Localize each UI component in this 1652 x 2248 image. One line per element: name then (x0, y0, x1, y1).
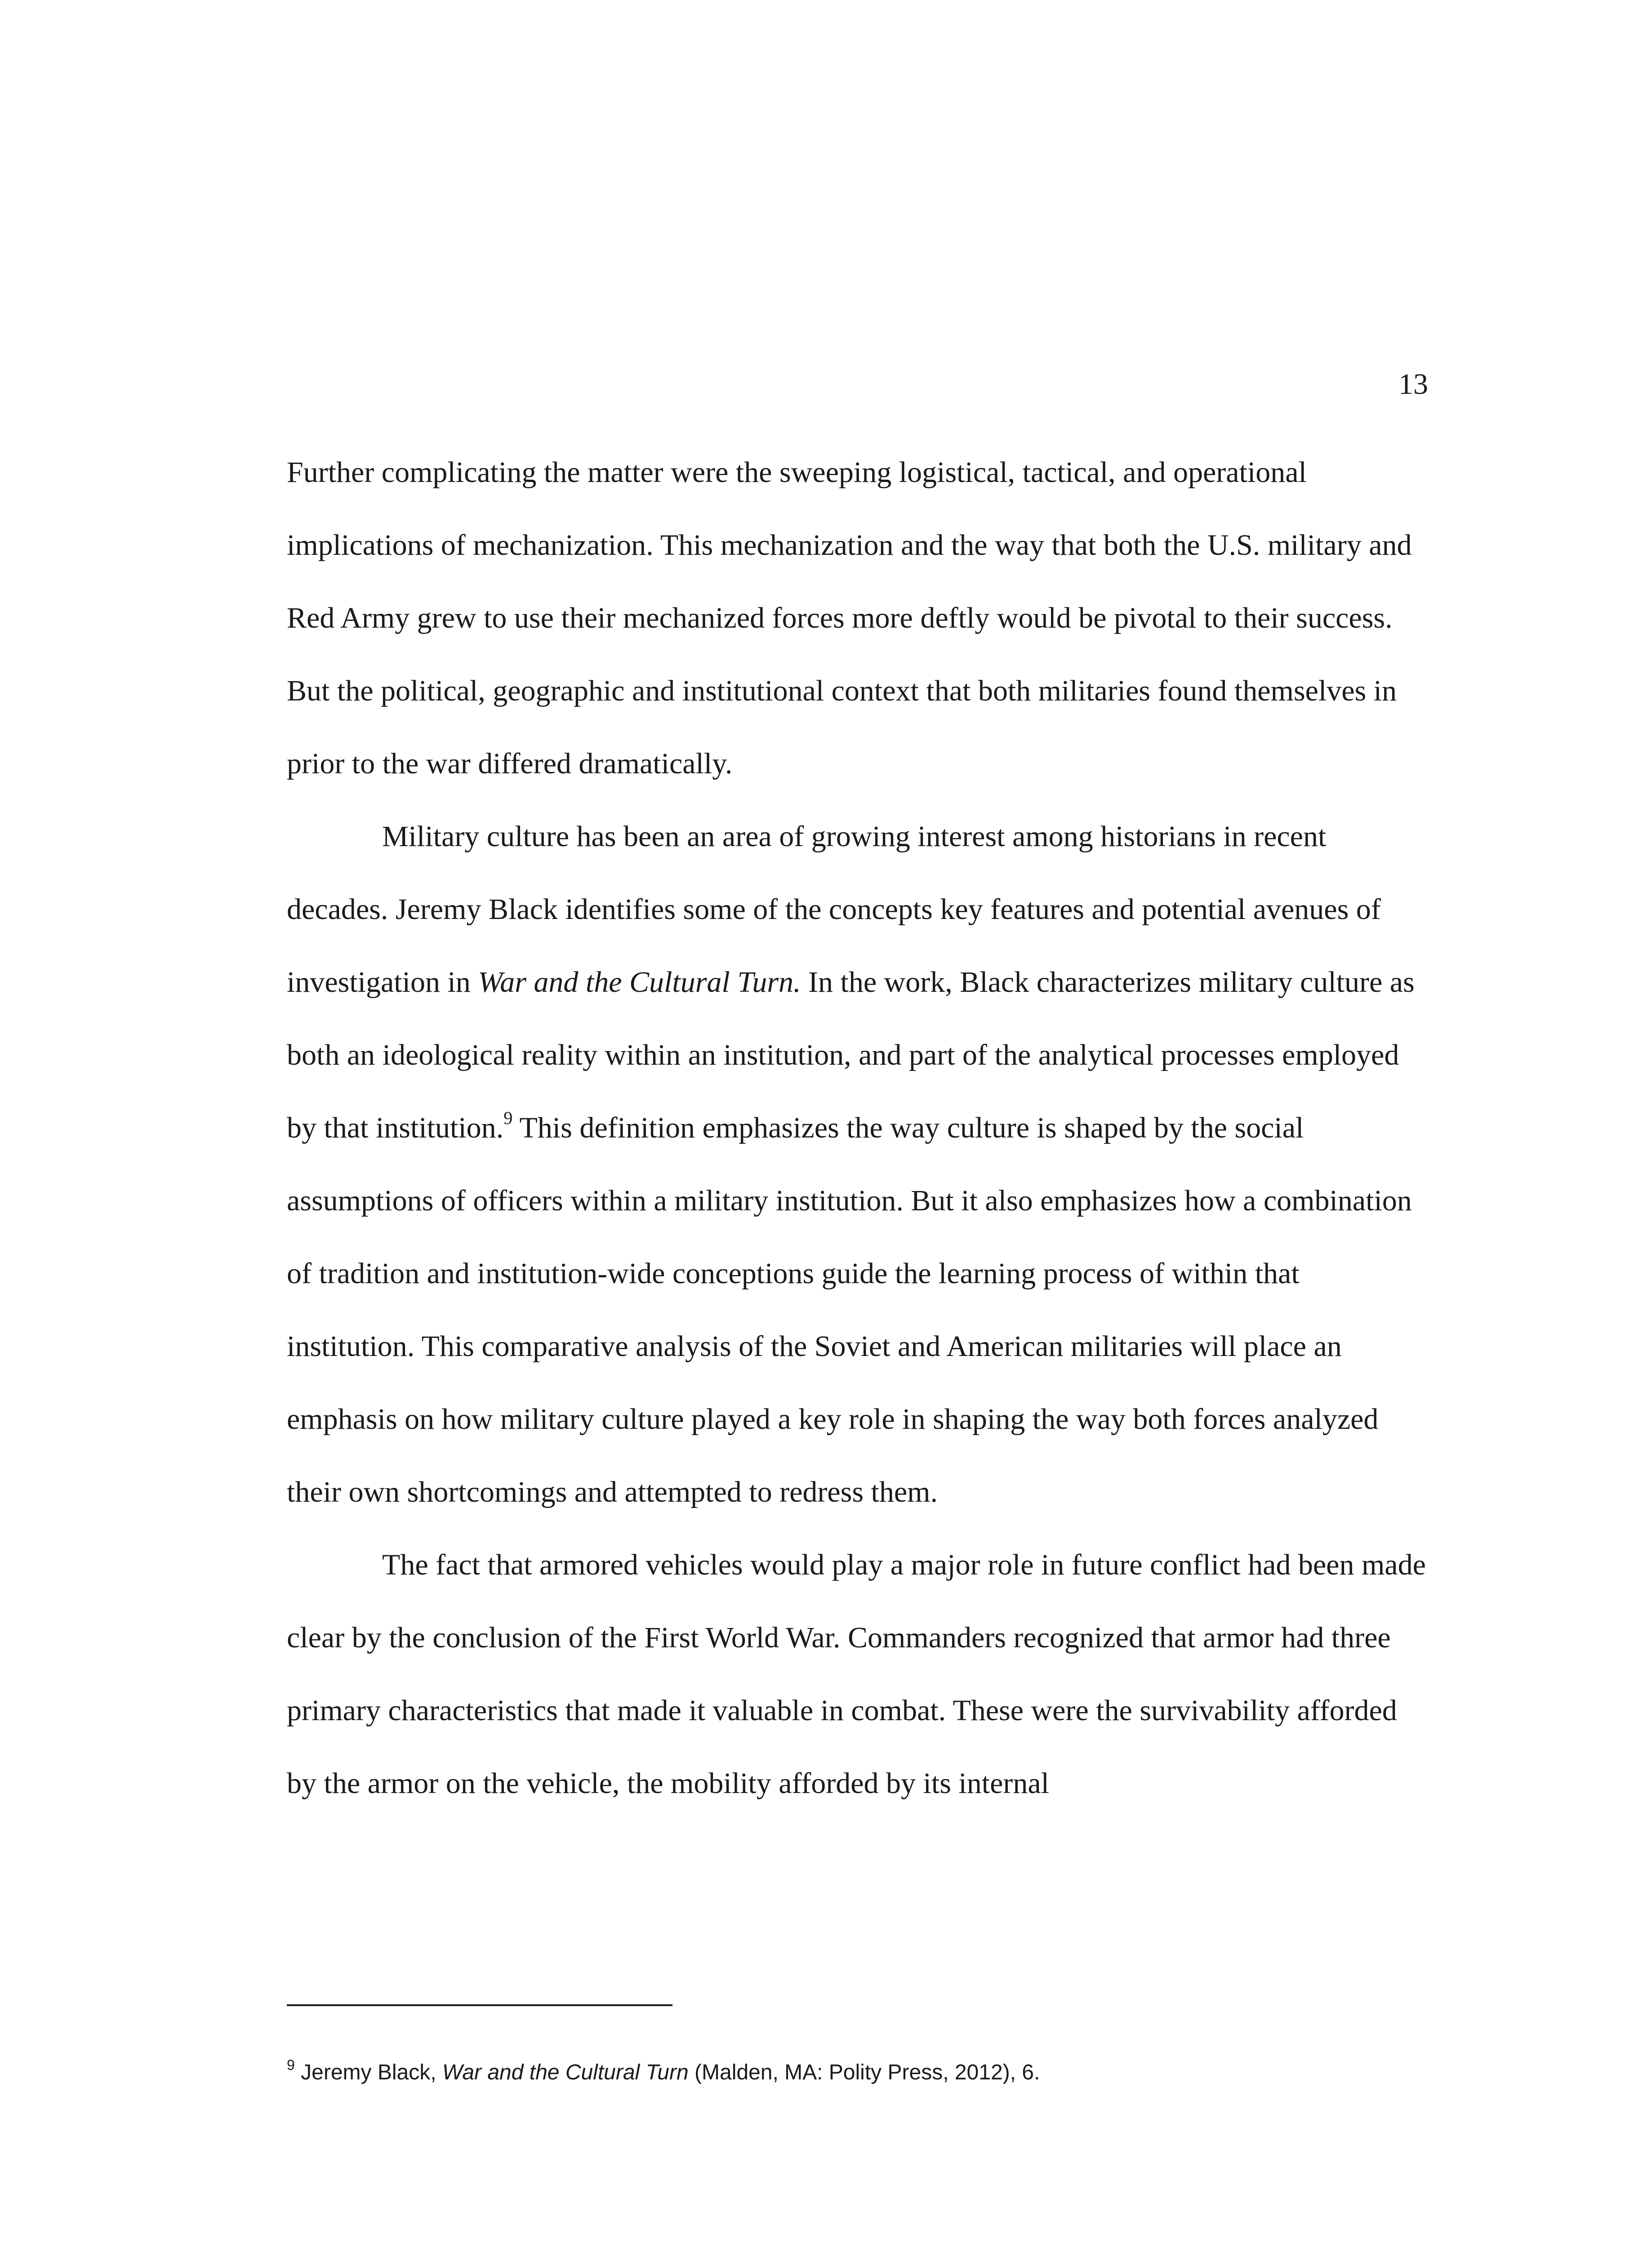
body-text (287, 436, 1433, 1820)
footnote-reference[interactable]: 9 (503, 1108, 513, 1128)
paragraph-2-rest: This definition emphasizes the way culture is shaped by the social assumptions of officers within a military institution. But it also emphasizes how a combination of tradition and institution-wide conceptions guide the learning process of within that institution. This comparative analysis of the Soviet and American militaries will place an emphasis on how military culture played a key role in shaping the way both forces analyzed their own shortcomings and attempted to redress them. (287, 1111, 1412, 1508)
footnote-title: War and the Cultural Turn (442, 2061, 689, 2084)
footnote-author: Jeremy Black, (294, 2061, 442, 2084)
footnote-divider (287, 2004, 672, 2006)
footnote-citation: (Malden, MA: Polity Press, 2012), 6. (688, 2061, 1040, 2084)
book-title: War and the Cultural Turn. (478, 966, 801, 999)
footnote (287, 2058, 1433, 2087)
paragraph-3: The fact that armored vehicles would play a major role in future conflict had been made clear by the conclusion of the First World War. Commanders recognized that armor had three primary characteristics that made it valuable in combat. These were the survivability afforded by the armor on the vehicle, the mobility afforded by its internal (287, 1548, 1426, 1800)
paragraph-2-intro: Military culture has been an area of growing interest among historians in recent decades. Jeremy Black identifies some of the concepts key features and potential avenues of investigation in (287, 820, 1381, 999)
footnote-marker: 9 (287, 2057, 295, 2074)
paragraph-2-middle: In the work, Black characterizes military culture as both an ideological reality within an institution, and part of the analytical processes employed by that institution. (287, 966, 1415, 1144)
page-number: 13 (1398, 368, 1428, 401)
paragraph-1: Further complicating the matter were the sweeping logistical, tactical, and operational implications of mechanization. This mechanization and the way that both the U.S. military and Red Army grew to use their mechanized forces more deftly would be pivotal to their success. But the political, geographic and institutional context that both militaries found themselves in prior to the war differed dramatically. (287, 456, 1412, 780)
paragraph-2 (287, 800, 1433, 1529)
